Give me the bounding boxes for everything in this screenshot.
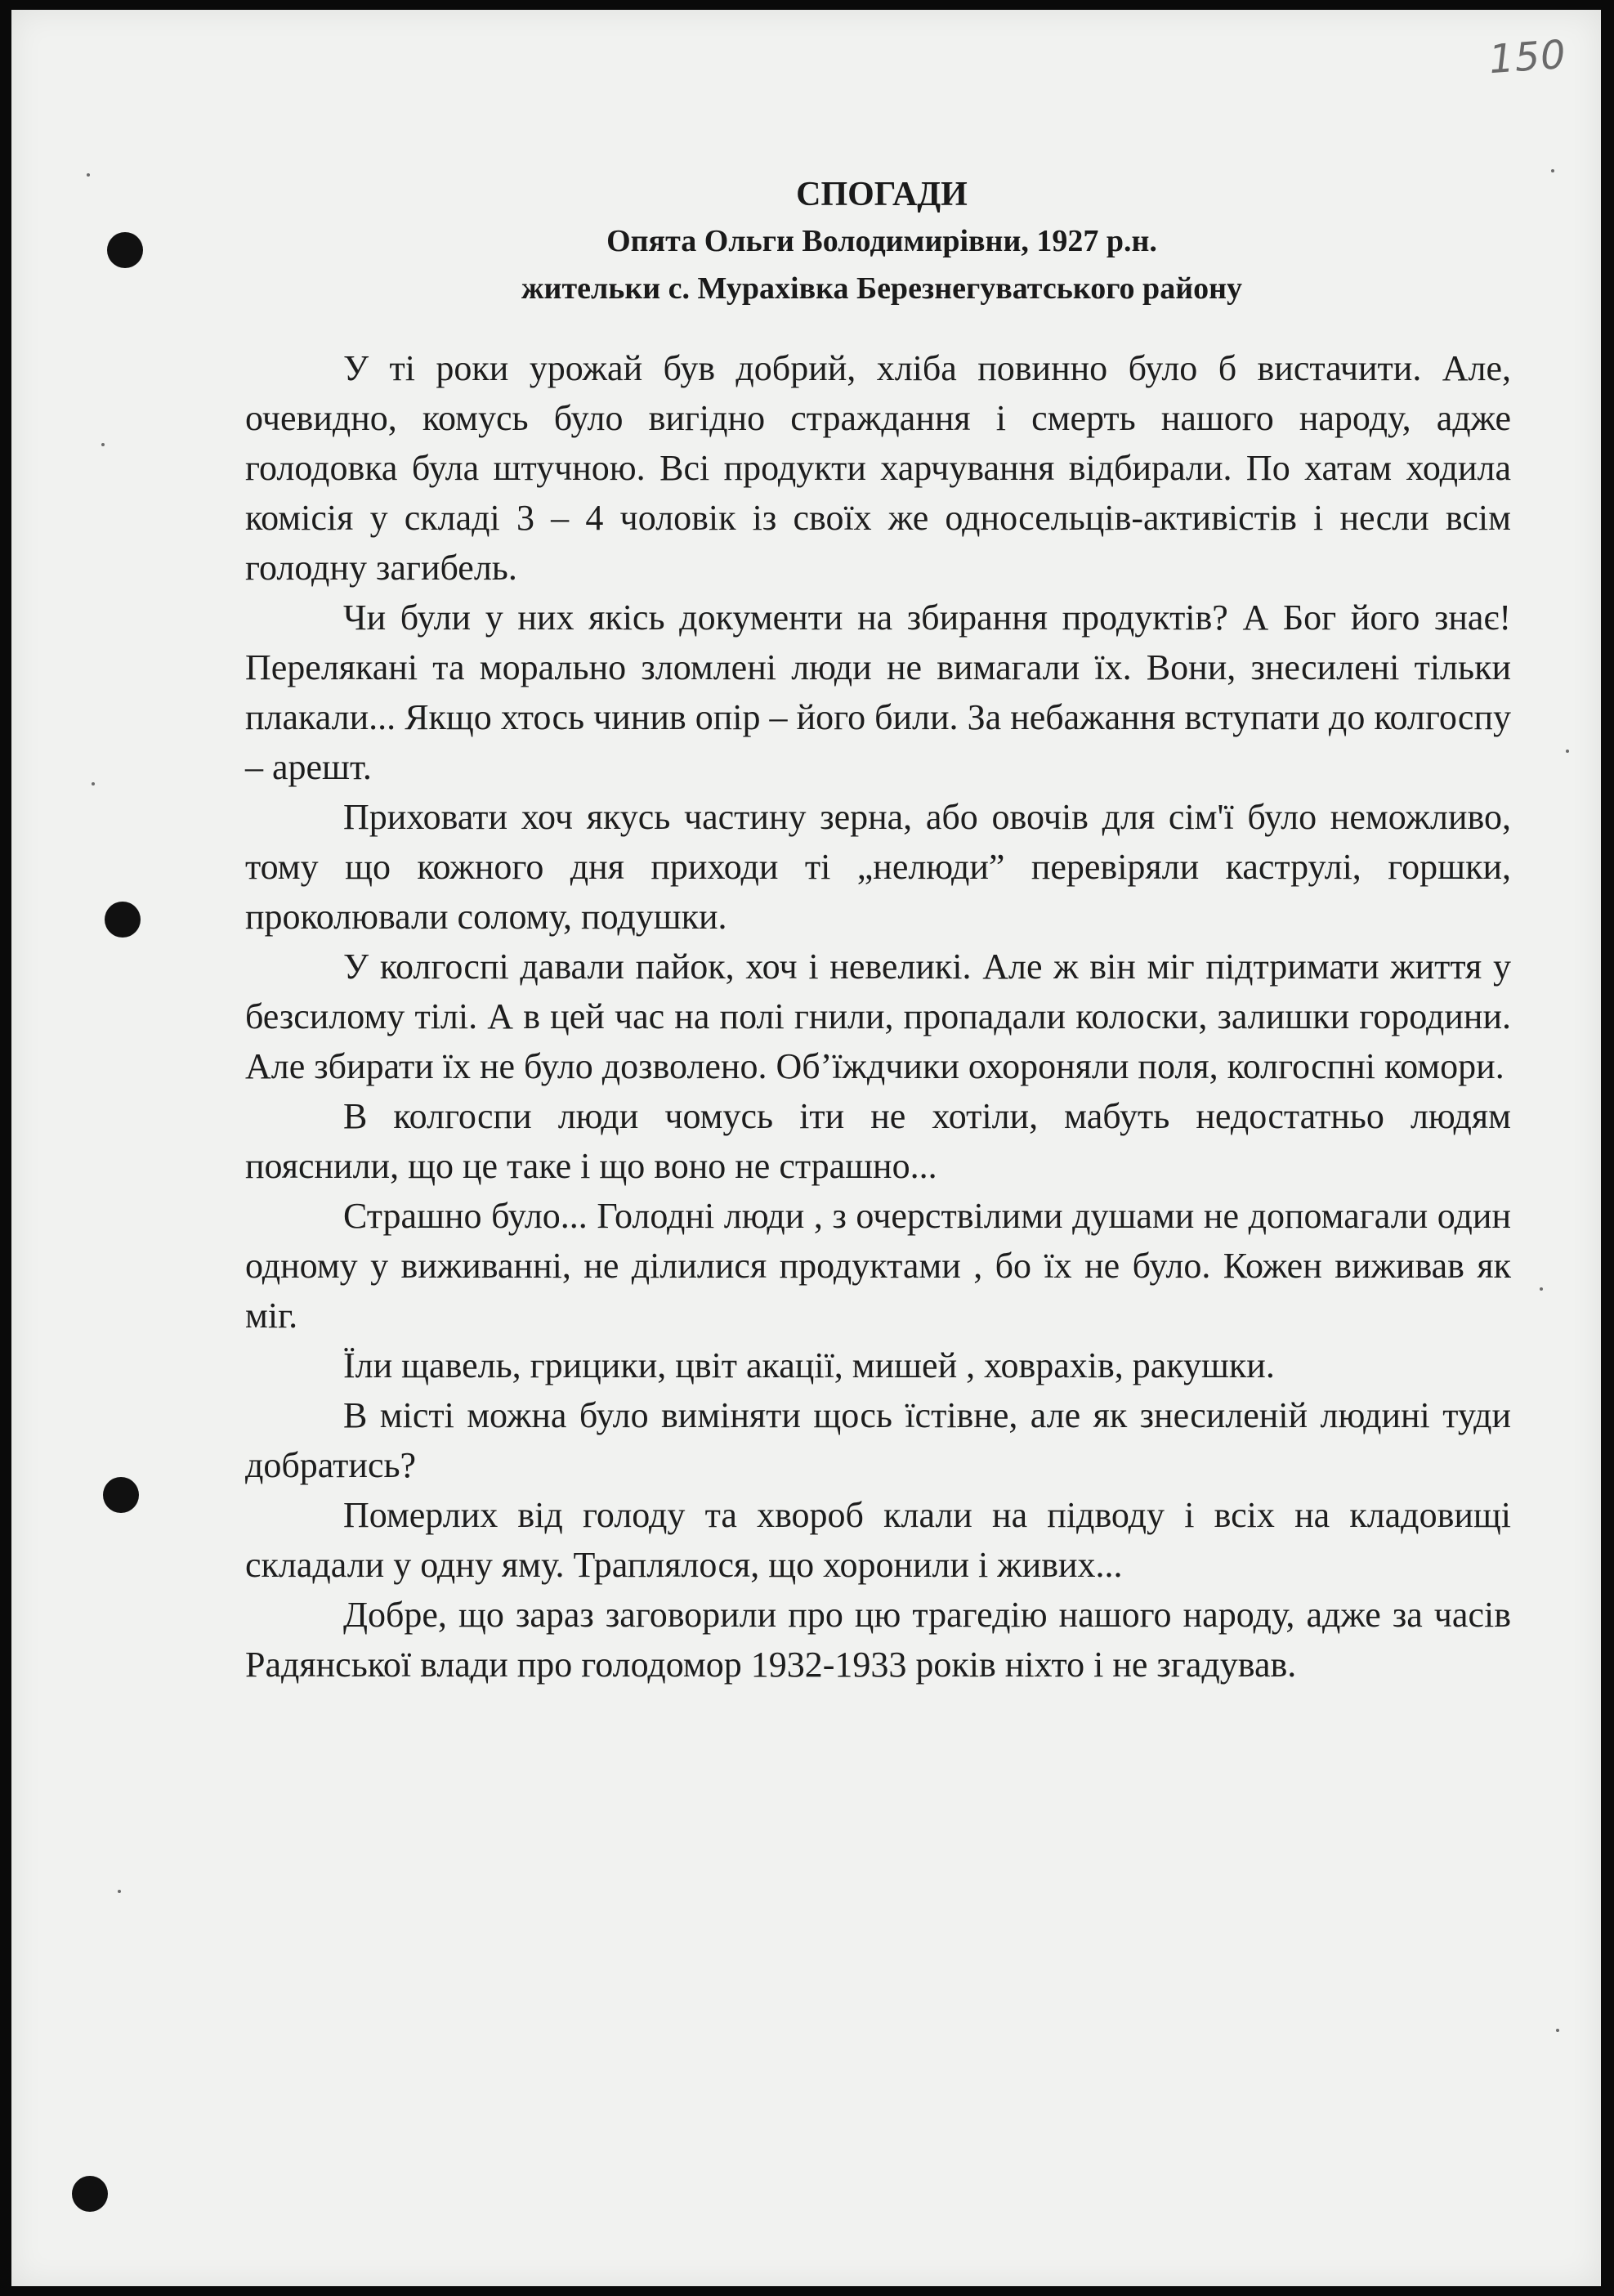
paragraph: Добре, що зараз заговорили про цю трагедію нашого народу, адже за часів Радянської влади про голодомор 1932-1933 років ніхто і не згадував. (245, 1595, 1511, 1685)
paragraph: В місті можна було виміняти щось їстівне, але як знесиленій людині туди добратись? (245, 1395, 1511, 1485)
speck (1540, 1287, 1543, 1291)
document-title: СПОГАДИ (796, 176, 968, 213)
punch-hole (103, 1477, 139, 1513)
punch-hole (72, 2176, 108, 2212)
document-header (224, 172, 1540, 312)
memoir-body (245, 343, 1511, 1690)
document-page (11, 10, 1601, 2286)
paragraph: Страшно було... Голодні люди , з очерствілими душами не допомагали один одному у виживанні, не ділилися продуктами , бо їх не було. Кожен виживав як міг. (245, 1196, 1511, 1336)
speck (92, 782, 95, 785)
author-residence-line: жительки с. Мурахівка Березнегуватського району (521, 271, 1242, 306)
paragraph: У ті роки урожай був добрий, хліба повинно було б вистачити. Але, очевидно, комусь було вигідно страждання і смерть нашого народу, адже голодовка була штучною. Всі продукти харчування відбирали. По хатам ходила комісія у складі 3 – 4 чоловік із своїх же односельців-активістів і несли всім голодну загибель. (245, 348, 1511, 588)
paragraph: В колгоспи люди чомусь іти не хотіли, мабуть недостатньо людям пояснили, що це таке і що воно не страшно... (245, 1096, 1511, 1186)
author-name-line: Опята Ольги Володимирівни, 1927 р.н. (606, 224, 1157, 258)
speck (1556, 2029, 1559, 2032)
speck (101, 443, 105, 446)
speck (87, 173, 90, 177)
paragraph: Їли щавель, грицики, цвіт акації, мишей , ховрахів, ракушки. (343, 1345, 1275, 1385)
paragraph: Чи були у них якісь документи на збирання продуктів? А Бог його знає! Перелякані та морально зломлені люди не вимагали їх. Вони, знесилені тільки плакали... Якщо хтось чинив опір – його били. За небажання вступати до колгоспу – арешт. (245, 597, 1511, 787)
speck (1566, 750, 1569, 753)
paragraph: У колгоспі давали пайок, хоч і невеликі. Але ж він міг підтримати життя у безсилому тілі. А в цей час на полі гнили, пропадали колоски, залишки городини. Але збирати їх не було дозволено. Об’їждчики охороняли поля, колгоспні комори. (245, 947, 1511, 1086)
archive-page-number: 150 (1487, 31, 1568, 83)
paragraph: Приховати хоч якусь частину зерна, або овочів для сім'ї було неможливо, тому що кожного дня приходи ті „нелюди” перевіряли каструлі, горшки, проколювали солому, подушки. (245, 797, 1511, 937)
paragraph: Померлих від голоду та хвороб клали на підводу і всіх на кладовищі складали у одну яму. Траплялося, що хоронили і живих... (245, 1495, 1511, 1585)
speck (118, 1890, 121, 1893)
speck (1551, 169, 1554, 172)
punch-hole (107, 232, 143, 268)
punch-hole (105, 902, 141, 938)
